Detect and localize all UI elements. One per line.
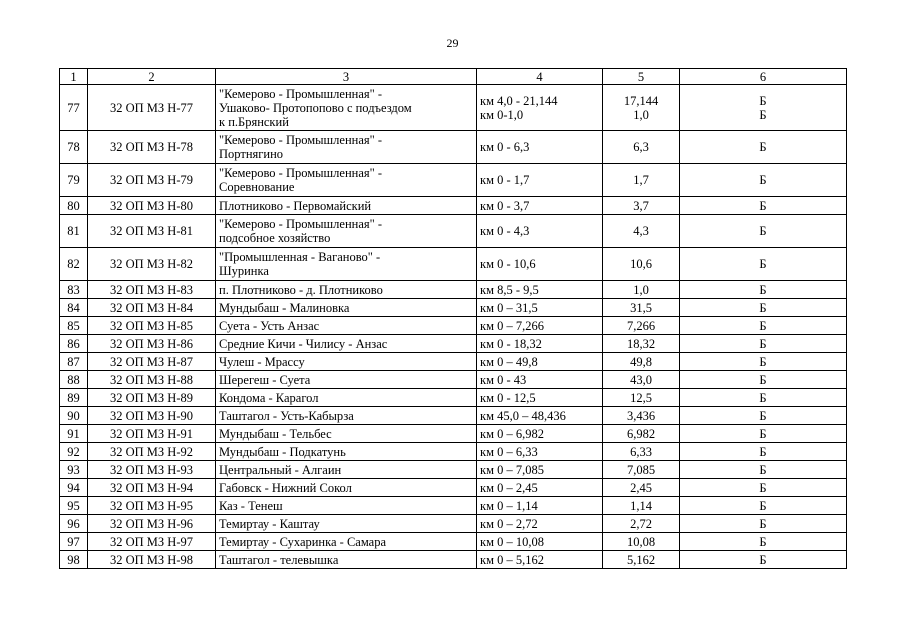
km-range-cell xyxy=(477,425,603,443)
category-cell-line: Б xyxy=(759,318,767,333)
row-number-cell: 78 xyxy=(60,131,88,164)
road-name-cell-line: Мундыбаш - Тельбес xyxy=(219,426,332,441)
road-name-cell-line: п. Плотниково - д. Плотниково xyxy=(219,282,383,297)
road-name-cell xyxy=(216,443,477,461)
category-cell xyxy=(680,533,847,551)
road-code-cell: 32 ОП МЗ Н-95 xyxy=(88,497,216,515)
km-range-cell-line: км 0-1,0 xyxy=(480,107,524,122)
category-cell-line: Б xyxy=(759,444,767,459)
road-name-cell xyxy=(216,371,477,389)
km-range-cell-line: км 0 - 10,6 xyxy=(480,257,536,271)
header-cell: 3 xyxy=(216,69,477,85)
table-row xyxy=(60,443,847,461)
header-cell: 4 xyxy=(477,69,603,85)
road-name-cell-line: подсобное хозяйство xyxy=(219,231,331,245)
length-cell xyxy=(603,551,680,569)
length-cell xyxy=(603,515,680,533)
length-cell xyxy=(603,533,680,551)
length-cell xyxy=(603,371,680,389)
length-cell-line: 18,32 xyxy=(626,336,656,351)
length-cell xyxy=(603,197,680,215)
road-name-cell-line: "Кемерово - Промышленная" - xyxy=(219,217,383,231)
road-code-cell: 32 ОП МЗ Н-90 xyxy=(88,407,216,425)
length-cell-line: 2,72 xyxy=(630,516,652,531)
km-range-cell xyxy=(477,197,603,215)
category-cell xyxy=(680,281,847,299)
row-number-cell: 85 xyxy=(60,317,88,335)
km-range-cell-line: км 45,0 – 48,436 xyxy=(480,408,566,423)
table-row xyxy=(60,497,847,515)
length-cell xyxy=(603,425,680,443)
row-number-cell: 92 xyxy=(60,443,88,461)
length-cell-line: 12,5 xyxy=(630,390,652,405)
roads-table xyxy=(59,68,847,569)
km-range-cell-line: км 0 – 10,08 xyxy=(480,534,544,549)
road-code-cell: 32 ОП МЗ Н-79 xyxy=(88,164,216,197)
length-cell-line: 10,08 xyxy=(626,534,656,549)
length-cell-line: 1,14 xyxy=(630,498,652,513)
length-cell-line: 6,982 xyxy=(626,426,656,441)
category-cell xyxy=(680,479,847,497)
km-range-cell xyxy=(477,85,603,131)
table-row xyxy=(60,164,847,197)
road-name-cell-line: Плотниково - Первомайский xyxy=(219,198,372,213)
category-cell xyxy=(680,215,847,248)
road-name-cell xyxy=(216,497,477,515)
row-number-cell: 84 xyxy=(60,299,88,317)
km-range-cell-line: км 0 – 6,982 xyxy=(480,426,544,441)
road-name-cell xyxy=(216,407,477,425)
road-code-cell: 32 ОП МЗ Н-88 xyxy=(88,371,216,389)
road-code-cell: 32 ОП МЗ Н-84 xyxy=(88,299,216,317)
km-range-cell xyxy=(477,371,603,389)
category-cell-line: Б xyxy=(759,408,767,423)
table-row xyxy=(60,317,847,335)
km-range-cell-line: км 0 – 6,33 xyxy=(480,444,538,459)
road-name-cell-line: Кондома - Карагол xyxy=(219,390,319,405)
km-range-cell xyxy=(477,479,603,497)
road-name-cell xyxy=(216,131,477,164)
row-number-cell: 80 xyxy=(60,197,88,215)
km-range-cell xyxy=(477,317,603,335)
category-cell-line: Б xyxy=(759,336,767,351)
road-name-cell xyxy=(216,335,477,353)
table-row xyxy=(60,299,847,317)
table-row xyxy=(60,248,847,281)
row-number-cell: 97 xyxy=(60,533,88,551)
road-name-cell-line: Темиртау - Каштау xyxy=(219,516,320,531)
length-cell-line: 1,7 xyxy=(633,173,649,187)
row-number-cell: 98 xyxy=(60,551,88,569)
road-name-cell-line: "Кемерово - Промышленная" - xyxy=(219,133,383,147)
road-name-cell xyxy=(216,515,477,533)
km-range-cell-line: км 0 - 1,7 xyxy=(480,173,530,187)
km-range-cell xyxy=(477,497,603,515)
length-cell-line: 3,436 xyxy=(626,408,656,423)
category-cell-line: Б xyxy=(759,516,767,531)
table-row xyxy=(60,479,847,497)
road-name-cell xyxy=(216,317,477,335)
km-range-cell-line: км 0 – 5,162 xyxy=(480,552,544,567)
category-cell xyxy=(680,131,847,164)
category-cell xyxy=(680,407,847,425)
length-cell-line: 2,45 xyxy=(630,480,652,495)
road-name-cell-line: Каз - Тенеш xyxy=(219,498,283,513)
km-range-cell-line: км 0 – 7,266 xyxy=(480,318,544,333)
road-code-cell: 32 ОП МЗ Н-77 xyxy=(88,85,216,131)
table-row xyxy=(60,353,847,371)
row-number-cell: 77 xyxy=(60,85,88,131)
km-range-cell xyxy=(477,164,603,197)
row-number-cell: 89 xyxy=(60,389,88,407)
road-name-cell-line: Габовск - Нижний Сокол xyxy=(219,480,352,495)
road-code-cell: 32 ОП МЗ Н-86 xyxy=(88,335,216,353)
table-row xyxy=(60,533,847,551)
road-name-cell-line: Центральный - Алгаин xyxy=(219,462,342,477)
km-range-cell xyxy=(477,389,603,407)
row-number-cell: 86 xyxy=(60,335,88,353)
row-number-cell: 95 xyxy=(60,497,88,515)
road-name-cell-line: "Кемерово - Промышленная" - xyxy=(219,86,383,101)
table-row xyxy=(60,407,847,425)
road-name-cell-line: Соревнование xyxy=(219,180,295,194)
length-cell-line: 6,33 xyxy=(630,444,652,459)
row-number-cell: 83 xyxy=(60,281,88,299)
km-range-cell-line: км 0 – 7,085 xyxy=(480,462,544,477)
length-cell xyxy=(603,317,680,335)
road-name-cell xyxy=(216,425,477,443)
category-cell-line: Б xyxy=(759,107,767,122)
km-range-cell xyxy=(477,443,603,461)
category-cell xyxy=(680,515,847,533)
category-cell-line: Б xyxy=(759,534,767,549)
length-cell-line: 49,8 xyxy=(630,354,652,369)
road-code-cell: 32 ОП МЗ Н-89 xyxy=(88,389,216,407)
length-cell-line: 7,085 xyxy=(626,462,656,477)
category-cell xyxy=(680,85,847,131)
road-code-cell: 32 ОП МЗ Н-96 xyxy=(88,515,216,533)
row-number-cell: 87 xyxy=(60,353,88,371)
length-cell-line: 43,0 xyxy=(630,372,652,387)
km-range-cell xyxy=(477,353,603,371)
km-range-cell xyxy=(477,215,603,248)
row-number-cell: 91 xyxy=(60,425,88,443)
km-range-cell-line: км 0 – 31,5 xyxy=(480,300,538,315)
category-cell-line: Б xyxy=(759,224,767,238)
road-code-cell: 32 ОП МЗ Н-94 xyxy=(88,479,216,497)
category-cell-line: Б xyxy=(759,282,767,297)
km-range-cell-line: км 8,5 - 9,5 xyxy=(480,282,539,297)
category-cell-line: Б xyxy=(759,480,767,495)
header-cell: 5 xyxy=(603,69,680,85)
km-range-cell xyxy=(477,515,603,533)
length-cell xyxy=(603,443,680,461)
category-cell-line: Б xyxy=(759,498,767,513)
road-name-cell xyxy=(216,164,477,197)
km-range-cell-line: км 0 - 4,3 xyxy=(480,224,530,238)
category-cell xyxy=(680,197,847,215)
table-row xyxy=(60,371,847,389)
category-cell-line: Б xyxy=(759,173,767,187)
length-cell-line: 1,0 xyxy=(633,107,649,122)
road-code-cell: 32 ОП МЗ Н-78 xyxy=(88,131,216,164)
category-cell-line: Б xyxy=(759,552,767,567)
km-range-cell-line: км 0 - 12,5 xyxy=(480,390,536,405)
category-cell-line: Б xyxy=(759,390,767,405)
road-code-cell: 32 ОП МЗ Н-80 xyxy=(88,197,216,215)
road-name-cell xyxy=(216,353,477,371)
table-row xyxy=(60,131,847,164)
row-number-cell: 79 xyxy=(60,164,88,197)
road-code-cell: 32 ОП МЗ Н-97 xyxy=(88,533,216,551)
row-number-cell: 93 xyxy=(60,461,88,479)
km-range-cell-line: км 0 - 18,32 xyxy=(480,336,542,351)
length-cell-line: 7,266 xyxy=(626,318,656,333)
road-name-cell-line: "Промышленная - Ваганово" - xyxy=(219,250,381,264)
category-cell-line: Б xyxy=(759,93,767,108)
category-cell xyxy=(680,443,847,461)
category-cell xyxy=(680,497,847,515)
road-name-cell-line: Суета - Усть Анзас xyxy=(219,318,320,333)
category-cell xyxy=(680,299,847,317)
road-name-cell-line: Мундыбаш - Малиновка xyxy=(219,300,350,315)
road-name-cell-line: "Кемерово - Промышленная" - xyxy=(219,166,383,180)
table-row xyxy=(60,425,847,443)
km-range-cell-line: км 0 – 49,8 xyxy=(480,354,538,369)
category-cell xyxy=(680,164,847,197)
table-row xyxy=(60,85,847,131)
km-range-cell xyxy=(477,248,603,281)
road-name-cell-line: Темиртау - Сухаринка - Самара xyxy=(219,534,387,549)
table-row xyxy=(60,215,847,248)
km-range-cell xyxy=(477,299,603,317)
km-range-cell-line: км 0 – 1,14 xyxy=(480,498,538,513)
road-code-cell: 32 ОП МЗ Н-91 xyxy=(88,425,216,443)
category-cell xyxy=(680,425,847,443)
road-code-cell: 32 ОП МЗ Н-85 xyxy=(88,317,216,335)
length-cell xyxy=(603,407,680,425)
road-name-cell-line: Шерегеш - Суета xyxy=(219,372,311,387)
road-code-cell: 32 ОП МЗ Н-98 xyxy=(88,551,216,569)
category-cell-line: Б xyxy=(759,354,767,369)
road-code-cell: 32 ОП МЗ Н-83 xyxy=(88,281,216,299)
length-cell-line: 31,5 xyxy=(630,300,652,315)
table-row xyxy=(60,515,847,533)
road-name-cell xyxy=(216,281,477,299)
road-name-cell-line: Портнягино xyxy=(219,147,284,161)
row-number-cell: 94 xyxy=(60,479,88,497)
header-cell: 6 xyxy=(680,69,847,85)
road-code-cell: 32 ОП МЗ Н-92 xyxy=(88,443,216,461)
length-cell-line: 10,6 xyxy=(630,257,652,271)
length-cell xyxy=(603,335,680,353)
road-name-cell-line: Средние Кичи - Чилису - Анзас xyxy=(219,336,388,351)
table-row xyxy=(60,197,847,215)
km-range-cell xyxy=(477,551,603,569)
road-name-cell xyxy=(216,389,477,407)
length-cell xyxy=(603,299,680,317)
road-name-cell-line: Чулеш - Мрассу xyxy=(219,354,305,369)
row-number-cell: 88 xyxy=(60,371,88,389)
table-row xyxy=(60,461,847,479)
category-cell-line: Б xyxy=(759,140,767,154)
road-name-cell xyxy=(216,299,477,317)
road-code-cell: 32 ОП МЗ Н-82 xyxy=(88,248,216,281)
road-code-cell: 32 ОП МЗ Н-81 xyxy=(88,215,216,248)
category-cell xyxy=(680,551,847,569)
length-cell-line: 3,7 xyxy=(633,198,649,213)
road-code-cell: 32 ОП МЗ Н-87 xyxy=(88,353,216,371)
table-row xyxy=(60,281,847,299)
length-cell xyxy=(603,479,680,497)
length-cell xyxy=(603,164,680,197)
km-range-cell-line: км 0 - 43 xyxy=(480,372,527,387)
category-cell xyxy=(680,317,847,335)
length-cell xyxy=(603,248,680,281)
km-range-cell-line: км 0 – 2,45 xyxy=(480,480,538,495)
header-row xyxy=(60,69,847,85)
length-cell xyxy=(603,281,680,299)
road-name-cell xyxy=(216,215,477,248)
km-range-cell-line: км 0 - 6,3 xyxy=(480,140,530,154)
category-cell-line: Б xyxy=(759,257,767,271)
length-cell-line: 1,0 xyxy=(633,282,649,297)
category-cell xyxy=(680,389,847,407)
km-range-cell xyxy=(477,131,603,164)
km-range-cell xyxy=(477,461,603,479)
length-cell-line: 4,3 xyxy=(633,224,649,238)
length-cell xyxy=(603,215,680,248)
road-name-cell-line: Таштагол - Усть-Кабырза xyxy=(219,408,354,423)
road-name-cell-line: Мундыбаш - Подкатунь xyxy=(219,444,346,459)
road-name-cell-line: Таштагол - телевышка xyxy=(219,552,339,567)
length-cell-line: 5,162 xyxy=(626,552,656,567)
road-name-cell-line: Ушаково- Протопопово с подъездом xyxy=(219,100,412,115)
length-cell-line: 17,144 xyxy=(623,93,659,108)
length-cell xyxy=(603,131,680,164)
km-range-cell-line: км 0 - 3,7 xyxy=(480,198,530,213)
length-cell-line: 6,3 xyxy=(633,140,649,154)
length-cell xyxy=(603,497,680,515)
km-range-cell xyxy=(477,407,603,425)
category-cell-line: Б xyxy=(759,372,767,387)
km-range-cell-line: км 0 – 2,72 xyxy=(480,516,538,531)
road-name-cell xyxy=(216,461,477,479)
category-cell xyxy=(680,335,847,353)
km-range-cell xyxy=(477,335,603,353)
table-row xyxy=(60,389,847,407)
row-number-cell: 81 xyxy=(60,215,88,248)
row-number-cell: 82 xyxy=(60,248,88,281)
length-cell xyxy=(603,85,680,131)
road-name-cell-line: Шуринка xyxy=(219,264,269,278)
road-name-cell xyxy=(216,248,477,281)
length-cell xyxy=(603,389,680,407)
km-range-cell-line: км 4,0 - 21,144 xyxy=(480,93,558,108)
category-cell-line: Б xyxy=(759,300,767,315)
road-name-cell xyxy=(216,551,477,569)
length-cell xyxy=(603,461,680,479)
category-cell-line: Б xyxy=(759,462,767,477)
road-name-cell xyxy=(216,533,477,551)
row-number-cell: 96 xyxy=(60,515,88,533)
category-cell-line: Б xyxy=(759,198,767,213)
roads-table-body xyxy=(60,69,847,569)
table-row xyxy=(60,335,847,353)
length-cell xyxy=(603,353,680,371)
category-cell xyxy=(680,248,847,281)
category-cell xyxy=(680,353,847,371)
road-name-cell xyxy=(216,197,477,215)
table-row xyxy=(60,551,847,569)
category-cell xyxy=(680,461,847,479)
header-cell: 2 xyxy=(88,69,216,85)
category-cell-line: Б xyxy=(759,426,767,441)
road-code-cell: 32 ОП МЗ Н-93 xyxy=(88,461,216,479)
header-cell: 1 xyxy=(60,69,88,85)
road-name-cell-line: к п.Брянский xyxy=(219,114,289,129)
road-name-cell xyxy=(216,85,477,131)
row-number-cell: 90 xyxy=(60,407,88,425)
road-name-cell xyxy=(216,479,477,497)
km-range-cell xyxy=(477,281,603,299)
page-number: 29 xyxy=(446,36,459,50)
category-cell xyxy=(680,371,847,389)
km-range-cell xyxy=(477,533,603,551)
